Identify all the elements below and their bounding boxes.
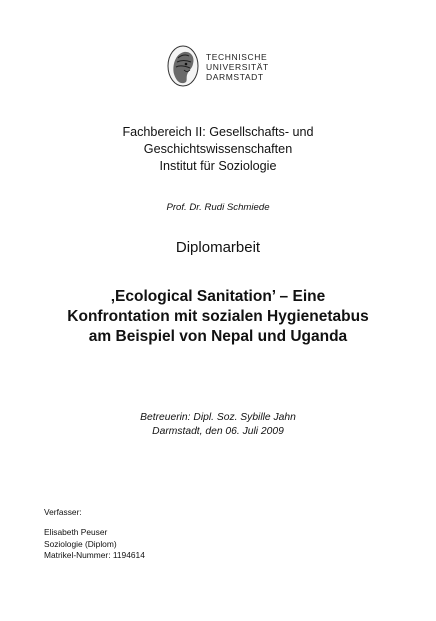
supervision-block [0, 411, 436, 439]
author-block [44, 527, 145, 562]
author-name: Elisabeth Peuser [44, 527, 108, 537]
logo-line-3: DARMSTADT [206, 72, 264, 82]
author-matrikel: Matrikel-Nummer: 1194614 [44, 550, 145, 560]
logo-line-2: UNIVERSITÄT [206, 62, 269, 72]
university-logo [166, 44, 278, 100]
supervisor-line: Betreuerin: Dipl. Soz. Sybille Jahn [140, 412, 296, 423]
institute-line: Institut für Soziologie [159, 159, 277, 173]
title-line-3: am Beispiel von Nepal und Uganda [88, 328, 348, 345]
author-label: Verfasser: [44, 507, 82, 517]
department-block [0, 124, 436, 175]
professor-name: Prof. Dr. Rudi Schmiede [166, 202, 270, 213]
title-line-1: ‚Ecological Sanitation’ – Eine [110, 288, 326, 305]
athena-seal-icon [166, 44, 200, 90]
university-name [206, 52, 269, 82]
thesis-title [0, 287, 436, 347]
department-line-1: Fachbereich II: Gesellschafts- und [122, 125, 314, 139]
place-date-line: Darmstadt, den 06. Juli 2009 [152, 426, 284, 437]
title-line-2: Konfrontation mit sozialen Hygienetabus [67, 308, 369, 325]
thesis-type: Diplomarbeit [175, 239, 261, 256]
department-line-2: Geschichtswissenschaften [143, 142, 293, 156]
author-program: Soziologie (Diplom) [44, 538, 117, 549]
logo-line-1: TECHNISCHE [206, 52, 268, 62]
